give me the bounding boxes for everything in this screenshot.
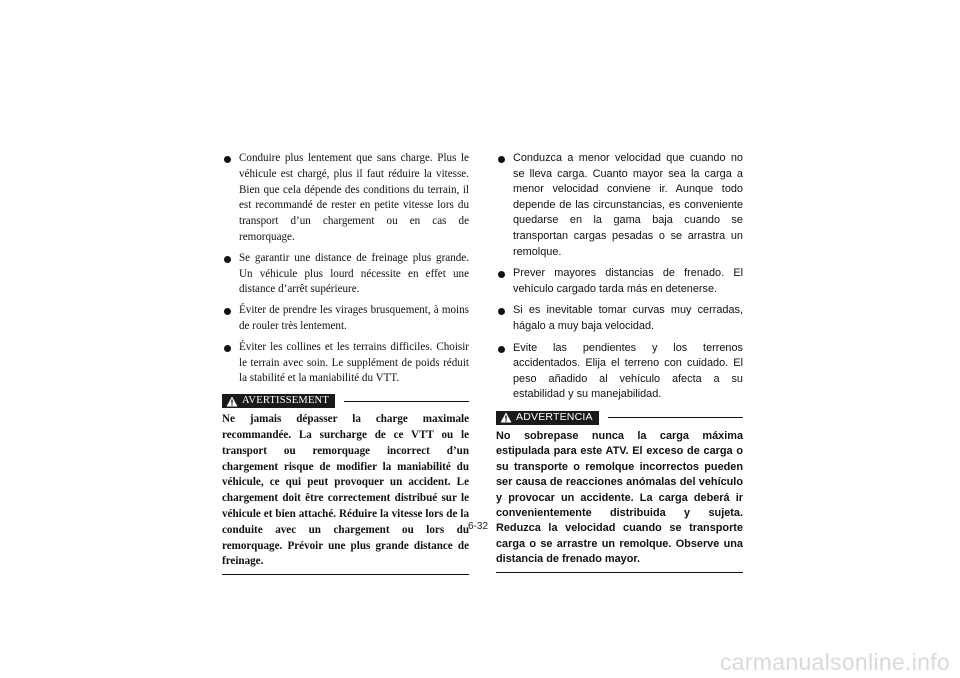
bullet-dot: [224, 345, 231, 352]
bullet-dot: [498, 271, 505, 278]
warning-label: [496, 411, 599, 425]
bullet-text: Evite las pendientes y los terrenos accidentados. Elija el terreno con cuidado. El peso añadido al vehículo afecta a su estabilidad y su manejabilidad.: [513, 341, 743, 401]
bullet-dot: [224, 308, 231, 315]
spanish-warning-box: [496, 409, 743, 573]
list-item: [496, 341, 743, 403]
page-number: 6-32: [468, 521, 489, 532]
bullet-text: Se garantir une distance de freinage plus grande. Un véhicule plus lourd nécessite en effet une distance d’arrêt supérieure.: [239, 251, 469, 296]
spanish-column: [496, 151, 743, 573]
list-item: [222, 151, 469, 246]
bullet-text: Si es inevitable tomar curvas muy cerradas, hágalo a muy baja velocidad.: [513, 304, 743, 332]
warning-text: Ne jamais dépasser la charge maximale recommandée. La surcharge de ce VTT ou le transport ou remorquage incorrect d’un chargement risque de modifier la maniabilité du véhicule, ce qui peut provoquer un accident. Le chargement doit être correctement distribué sur le véhicule et bien attaché. Réduire la vitesse lors de la conduite avec un chargement ou lors du remorquage. Prévoir une plus grande distance de freinage.: [222, 413, 469, 568]
warning-rule: [608, 417, 743, 418]
warning-label: [222, 394, 335, 408]
warning-bottom-rule: [222, 574, 469, 575]
warning-header: [496, 409, 743, 427]
list-item: [496, 303, 743, 334]
warning-label-text: ADVERTENCIA: [516, 411, 593, 424]
spanish-bullet-list: [496, 151, 743, 403]
bullet-text: Conduire plus lentement que sans charge. Plus le véhicule est chargé, plus il faut réduire la vitesse. Bien que cela dépende des conditions du terrain, il est recommandé de rester en petite vitesse lors du transport d’un chargement ou en cas de remorquage.: [239, 152, 469, 243]
bullet-dot: [224, 156, 231, 163]
warning-text: No sobrepase nunca la carga máxima estipulada para este ATV. El exceso de carga o su transporte o remolque incorrectos pueden ser causa de reacciones anómalas del vehículo y provocar un accidente. La carga deberá ir convenientemente distribuida y sujeta. Reduzca la velocidad cuando se transporte carga o se arrastre un remolque. Observe una distancia de frenado mayor.: [496, 429, 743, 566]
list-item: [496, 266, 743, 297]
list-item: [496, 151, 743, 260]
warning-triangle-icon: [500, 412, 512, 423]
bullet-text: Éviter de prendre les virages brusquement, à moins de rouler très lentement.: [239, 304, 469, 332]
warning-rule: [344, 401, 469, 402]
warning-bottom-rule: [496, 572, 743, 573]
bullet-dot: [498, 346, 505, 353]
bullet-text: Conduzca a menor velocidad que cuando no se lleva carga. Cuanto mayor sea la carga a menor velocidad conviene ir. Aunque todo depende de las circunstancias, es conveniente quedarse en la gama baja cuando se transportan cargas pesadas o se arrastra un remolque.: [513, 152, 743, 258]
bullet-dot: [224, 256, 231, 263]
list-item: [222, 303, 469, 335]
french-bullet-list: [222, 151, 469, 387]
watermark: carmanualsonline.info: [719, 649, 950, 675]
french-column: [222, 151, 469, 575]
warning-header: [222, 392, 469, 410]
warning-triangle-icon: [226, 396, 238, 407]
bullet-text: Prever mayores distancias de frenado. El vehículo cargado tarda más en detenerse.: [513, 267, 743, 295]
bullet-text: Éviter les collines et les terrains difficiles. Choisir le terrain avec soin. Le supplément de poids réduit la stabilité et la maniabilité du VTT.: [239, 340, 469, 385]
warning-label-text: AVERTISSEMENT: [242, 395, 329, 407]
french-warning-box: [222, 392, 469, 575]
bullet-dot: [498, 156, 505, 163]
bullet-dot: [498, 308, 505, 315]
list-item: [222, 340, 469, 387]
list-item: [222, 251, 469, 298]
